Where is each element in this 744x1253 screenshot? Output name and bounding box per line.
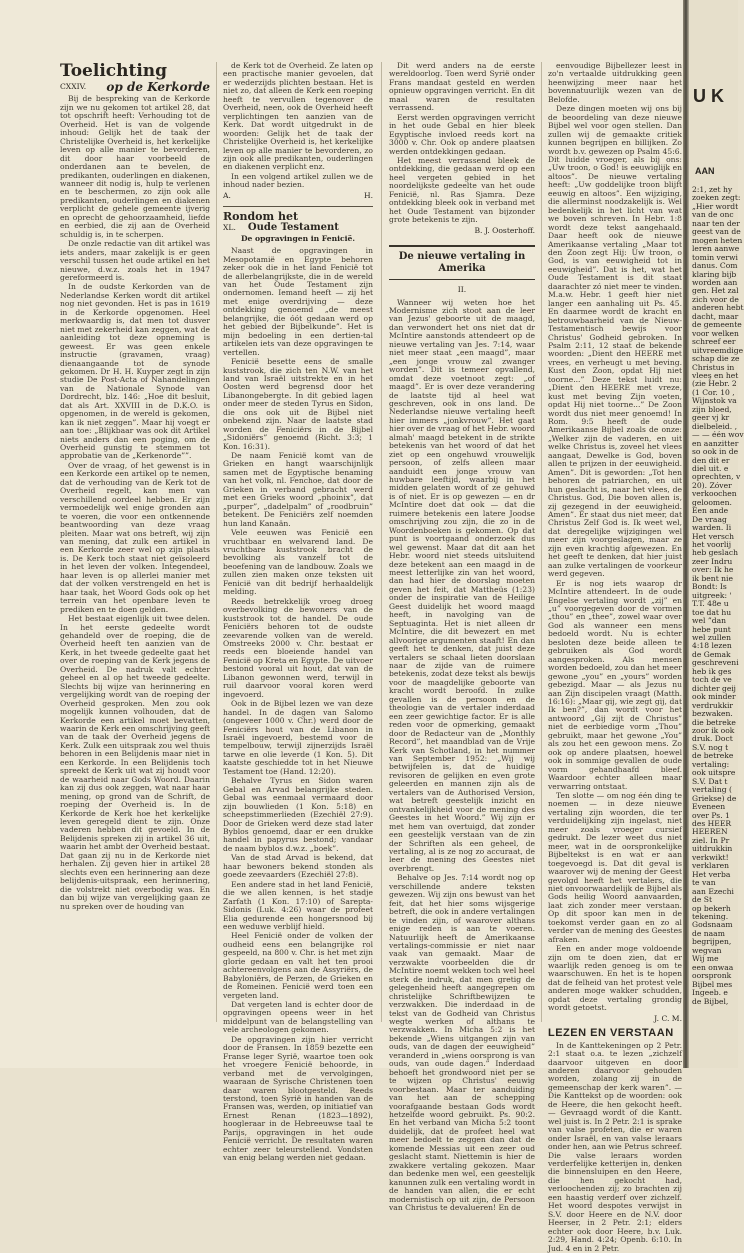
rondom-section-heading: De opgravingen in Fenicië. — [240, 233, 356, 243]
text-line: De vraag — [692, 514, 727, 524]
text-line: de naam — [692, 928, 725, 938]
text-line: Bondt: Is — [692, 582, 727, 592]
text-line: die betreke — [692, 717, 736, 727]
paragraph: Behalve op Jes. 7:14 wordt nog op verschillende andere teksten gewezen. Wij zijn ons bewust van het feit, dat het hier soms wijsgerige betreft, die ook in andere vertalingen te vinden zijn, of waarover althans enige reden is aan te voeren. Natuurlijk heeft de Amerikaanse vertalings-commissie er niet naar vaak van gemaakt. Maar de verzwakte voorbeelden die dr McIntire noemt wekken toch wel heel sterk de indruk, dat men gretig de gelegenheid heeft aangegrepen om christelijke Schriftbewijzen te verzwakken. Die inderdaad in de tekst van de Godheid van Christus wegte werken of althans te verzwakken. In Micha 5:2 is het bekende „Wiens uitgangen zijn van ouds, van de dagen der eeuwigheid” veranderd in „wiens oorsprong is van ouds, van oude dagen.” Inderdaad behoeft het grondwoord niet per se te wijzen op Christus' eeuwig voorbestaan. Maar ter aanduiding van het aan de schepping voorafgaande bestaan Gods wordt hetzelfde woord gebruikt. Ps. 90:2. En het verband van Micha 5:2 toont duidelijk, dat de profeet heel wat meer bedoelt te zeggen dan dat de komende Messias uit een zeer oud geslacht stamt. Niettemin is hier de zwakkere vertaling gekozen. Maar dan bedenke men wel, een geestelijk kanunnen zulk een vertaling wordt in de handen van allen, die er echt modernistisch op uit zijn, de Persoon van Christus te devalueren! En de — [389, 873, 535, 1212]
text-line: (1 Cor. 10 , — [692, 387, 735, 397]
lezen-title: LEZEN EN VERSTAAN — [548, 1027, 674, 1040]
text-line: een onwaa — [692, 962, 734, 972]
paragraph: de Kerk tot de Overheid. Ze laten op een practische manier gevoelen, dat er wederzijds plichten bestaan. Het is niet zo, dat alleen de Kerk een roeping heeft te vervullen tegenover de Overheid, neen, ook de Overheid heeft verplichtingen ten aanzien van de Kerk. Dat wordt uitgedrukt in de woorden: Gelijk het de taak der Christelijke Overheid is, het kerkelijke leven op alle manier te bevorderen, zo zijn ook alle predikanten, ouderlingen en diakenen verplicht enz. — [223, 61, 373, 172]
next-page-edge — [689, 0, 744, 1068]
text-line: verdrukkir — [692, 700, 734, 710]
column-divider — [541, 62, 542, 1022]
column-divider — [216, 62, 217, 1022]
paragraph: Vele eeuwen was Fenicië een vruchtbaar en welvarend land. De vruchtbare kuststrook bracht de bevolking als vanzelf tot de beoefening van de landbouw. Zoals we zullen zien maken onze teksten uit Fenicië van dit bedrijf herhaaldelijk melding. — [223, 528, 373, 597]
paragraph: In een volgend artikel zullen we de inhoud nader bezien. — [223, 171, 373, 190]
signature-row — [223, 192, 373, 200]
text-line: de Bijbel, — [692, 996, 729, 1006]
text-line: klaring bijb — [692, 269, 737, 279]
text-line: naar ten der — [692, 218, 740, 228]
paragraph: Ten slotte — om nog één ding te noemen — in deze nieuwe vertaling zijn woorden, die ter verduidelijking zijn ingelast, niet meer zoals vroeger cursief gedrukt. De lezer weet dus niet meer, wat in de oorspronkelijke Bijbeltekst is en wat er aan toegevoegd is. Dat dit geval is waarover wij de mening der Geest gevolgd heeft het vertalers, die niet onvoorwaardelijk de Bijbel als Gods heilig Woord aanvaarden, laat zich zonder meer verstaan. Op dit spoor kan men in de toekomst verder gaan en zo al verder van de mening des Geestes afraken. — [548, 790, 682, 944]
text-line: ook minder — [692, 692, 736, 702]
text-line: vleeş en het — [692, 370, 739, 380]
paragraph: Het meest verrassend bleek de ontdekking, die gedaan werd op een heel vergeten gebied in het noordelijkste gedeelte van het oude Fenicië, nl. Ras Sjamra. Deze ontdekking bleek ook in verband met het Oude Testament van bijzonder grote betekenis te zijn. — [389, 155, 535, 225]
paragraph: Naast de opgravingen in Mesopotamië en Egypte behoren zeker ook die in het land Fenicië tot de allerbelangrijkste, die in de wereld van het Oude Testament zijn ondernomen. Iemand heeft — zij het met enige overdrijving — deze ontdekking genoemd „de meest belangrijke, die óót gedaan werd op het gebied der Bijbelkunde”. Het is mijn bedoeling in een dertien-tal artikelen iets van deze opgravingen te vertellen. — [223, 246, 373, 357]
section-divider — [223, 206, 373, 207]
text-line: druk. Doct — [692, 734, 733, 744]
vertaling-body — [389, 299, 535, 1213]
text-line: uitvreemdige — [692, 345, 744, 355]
text-line: Het versch — [692, 531, 735, 541]
paragraph: Er is nog iets waarop dr McIntire attendeert. In de oude Engelse vertaling wordt „zij” en „u” voorgegeven door de vormen „thou” en „thee”, zowel waar over God als wanneer een mens bedoeld wordt. Nu is echter besloten deze beide alleen te gebruiken als God wordt aangesproken. Als mensen worden bedoeld, zou dan het meer gewone „you” en „yours” worden gebezigd. Maar — als Jezus nu aan Zijn discipelen vraagt (Matth. 16:16): „Maar gij, wie zegt gij, dat Ik ben?”, dan wordt voor het antwoord „Gij zijt de Christus” niet de eerbiedige vorm „Thou” gebruikt, maar het gewone „You” als zou het een gewoon mens. Zo ook op andere plaatsen, hoewel ook in sommige gevallen de oude vorm gehandhaafd bleef. Waardoor echter alleen maar verwarring ontstaat. — [548, 578, 682, 791]
text-line: de betreke — [692, 751, 734, 761]
paragraph: Fenicië besette eens de smalle kuststrook, die zich ten N.W. van het land van Israël uitstrekte en in het Oosten werd begrensd door het Libanongebergte. In dit gebied lagen onder meer de steden Tyrus en Sidon, die ons ook uit de Bijbel niet onbekend zijn. Naar de laatste stad worden de Feniciërs in de Bijbel „Sidoniërs” genoemd (Richt. 3:3; 1 Kon. 16:31). — [223, 357, 373, 451]
text-line: dichter geĳ — [692, 683, 736, 693]
text-line: vertaling: — [692, 759, 730, 769]
text-line: hebe punt — [692, 624, 731, 634]
paragraph: eenvoudige Bijbellezer leest in zo'n vertaalde uitdrukking geen heenwijzing meer naar het bovennatuurlijk wezen van de Belofde. — [548, 61, 682, 104]
column-three — [389, 61, 535, 1212]
next-page-heading: U K — [693, 86, 724, 106]
text-line: wel zullen — [692, 633, 731, 643]
paragraph: Van de stad Arvad is bekend, dat haar bewoners bekend stonden als goede zeevaarders (Ezechiël 27:8). — [223, 853, 373, 880]
text-line: schreef eer — [692, 337, 736, 347]
paragraph: Reeds betrekkelijk vroeg droeg overbevolking de bewoners van de kuststrook tot de handel. De oude Feniciërs behoren tot de oudste zeevarende volken van de wereld. Omstreeks 2000 v. Chr. bestaat er reeds een bloeiende handel van Fenicië op Kreta en Egypte. De uitvoer bestond vooral uit hout, dat van de Libanon gewonnen werd, terwijl in ruil daarvoor vooral koren werd ingevoerd. — [223, 596, 373, 699]
text-line: danus. Com — [692, 261, 738, 271]
paragraph: Behalve Tyrus en Sidon waren Gebal en Arvad belangrijke steden. Gebal was eenmaal vermaard door zijn bouwlieden (1 Kon. 5:18) en scheepstimmerlieden (Ezechiël 27:9). Door de Grieken werd deze stad later Byblos genoemd, daar er een drukke handel in papyrus bestond; vandaar de naam byblos d.w.z. „boek”. — [223, 776, 373, 853]
vertaling-heading-box — [389, 245, 535, 280]
next-page-text — [692, 185, 744, 1006]
rondom-subtitle: Oude Testament — [247, 222, 339, 234]
text-line: den dit er — [692, 455, 730, 465]
text-line: geloomen. — [692, 497, 732, 507]
text-line: S.V. Dat t — [692, 776, 728, 786]
text-line: op bekerh — [692, 903, 731, 913]
text-line: dacht, maar — [692, 311, 739, 321]
text-line: zijn bloed, — [692, 404, 732, 414]
text-line: S.V. nog t — [692, 742, 729, 752]
text-line: uitgreek: ' — [692, 590, 732, 600]
text-line: geer vj kr — [692, 413, 730, 423]
article-title: Toelichting — [60, 61, 168, 81]
text-line: Een ande — [692, 506, 729, 516]
text-line: — — één wov — [692, 430, 744, 440]
rondom-number: XL. — [223, 223, 236, 233]
text-line: Wij me — [692, 954, 719, 964]
text-line: Christus in — [692, 362, 735, 372]
text-line: van de onc — [692, 210, 734, 220]
text-line: diel uit. e — [692, 463, 729, 473]
text-line: so ook in de — [692, 447, 739, 457]
text-line: uitdrukkin — [692, 844, 733, 854]
column-toelichting — [60, 62, 210, 911]
vertaling-title: De nieuwe vertaling in Amerika — [398, 251, 526, 275]
paragraph: Ook in de Bijbel lezen we van deze handel. In de dagen van Salomo (ongeveer 1000 v. Chr.) werd door de Feniciërs hout van de Libanon in Israël ingevoerd, bestemd voor de tempelbouw, terwijl zijnerzijds Israël tarwe en olie leverde (1 Kon. 5). Dit kaatste geschiedde tot in het Nieuwe Testament toe (Hand. 12:20). — [223, 699, 373, 776]
column-two — [223, 61, 373, 1163]
text-line: toe dat hu — [692, 607, 732, 617]
paragraph: Heel Fenicië onder de volken der oudheid eens een belangrijke rol gespeeld, na 800 v. Chr. is het met zijn glorie gedaan en valt het ten prooi achtereenvolgens aan de Assyriërs, de Babyloniërs, de Perzen, de Grieken en de Romeinen. Fenicië werd toen een vergeten land. — [223, 931, 373, 1000]
text-line: (zie Hebr. 2 — [692, 379, 737, 389]
column-divider — [381, 62, 382, 1022]
paragraph: Wanneer wij weten hoe het Modernisme zich stoot aan de leer van Jezus' geboorte uit de maagd, dan verwondert het ons niet dat dr McIntire aanstonds attendeert op de nieuwe vertaling van Jes. 7:14, waar niet meer staat „een maagd”, maar „een jonge vrouw zal zwanger worden”. Dit is temeer opvallend, omdat deze voetnoot zegt: „of maagd”. Er is over deze verandering de laatste tijd al heel wat geschreven, ook in ons land. De Nederlandse nieuwe vertaling heeft hier immers „jonkvrouw”. Het gaat hier over de vraag of het Hebr. woord almah' maagd betekent in de strikte betekenis van het woord of dat het ziet op een ongehuwd vrouwelijk persoon, of zelfs alleen maar aanduidt een jonge vrouw van huwbare leeftijd, waarbij in het midden gelaten wordt of ze gehuwd is of niet. Er is op gewezen — en dr McIntire doet dat ook — dat die ruimere betekenis een latere Joodse omschrijving zou zijn, die zo in de Woordenboeken is gekomen. Op dat punt is voortgaand onderzoek dus wel gewenst. Maar dat dit aan het Hebr. woord niet steeds uitsluitend deze betekent aan een maagd in de meest letterlijke zin van het woord, dan had hier de doorslag moeten geven het feit, dat Mattheüs (1:23) onder de inspiratie van de Heilige Geest duidelijk het woord maagd heeft, in navolging van de Septuaginta. Het is niet alleen dr McIntire, die dit bewezert en met allvoorige argumenten staaft! En dan geeft het te denken, dat juist deze vertalers se schaal lieten doorslaan naar de zijde van de ruimere betekenis, zodat deze tekst als bewijs voor de maagdelijke geboorte van kracht wordt beroofd. In zulke gevallen is de persoon en de theologie van de vertaler inderdaad een zeer gewichtige factor. Er is alle reden voor de opmerking, gemaakt door de Redacteur van de „Monthly Record”, het maandblad van de Vrije Kerk van Schotland, in het nummer van September 1952: „Wij wij betwijfelen is, dat de huidige revisoren de gelijken en even grote geleerden en mannen zijn als de vertalers van de Authorised Version, wat betreft geestelijk inzicht en ontvankelijkheid voor de mening des Geestes in het Woord.” Wij zijn er met hem van overtuigd, dat zonder een geestelijk verstaan van de zin der Schriften als een geheel, de vertaling, al is ze nog zo accuraat, de leer de mening des Geestes niet overbrengt. — [389, 297, 535, 873]
text-line: leren aanwe — [692, 244, 740, 254]
text-line: 4:18 lezen — [692, 641, 732, 651]
lezen-body — [548, 1042, 682, 1253]
text-line: T.T. 48e u — [692, 599, 729, 609]
text-line: vertaling ( — [692, 785, 732, 795]
text-line: tomin verwi — [692, 252, 738, 262]
text-line: verkoochen — [692, 489, 737, 499]
text-line: worden aan — [692, 277, 738, 287]
vertaling-continued — [548, 62, 682, 1013]
text-line: verkwikt! — [692, 852, 729, 862]
text-line: anderen hebt — [692, 303, 744, 313]
paragraph: De naam Fenicië komt van de Grieken en hangt waarschijnlijk samen met de Egyptische benaming van het volk, nl. Fenchoe, dat door de Grieken in verband gebracht werd met een Grieks woord „phoinix”, dat „purper”, „dadelpalm” of „roodbruin” betekent. De Feniciërs zelf noemden hun land Kanaän. — [223, 451, 373, 528]
text-line: ziel. In Pr — [692, 835, 730, 845]
paragraph: Een en ander moge voldoende zijn om te doen zien, dat er waarlijk reden genoeg is om te waarschuwen. En het is te hopen dat de felheid van het protest vele anderen moge wakker schudden, opdat deze vertaling grondig wordt getoetst. — [548, 944, 682, 1013]
text-line: het voorlij — [692, 540, 732, 550]
paragraph: Dat vergeten land is echter door de opgravingen opeens weer in het middelpunt van de belangstelling van vele archeologen gekomen. — [223, 1000, 373, 1035]
toelichting-body — [60, 95, 210, 911]
text-line: zich voor de — [692, 294, 739, 304]
text-line: heb ik ges — [692, 666, 732, 676]
text-line: over Ps. 1 — [692, 810, 730, 820]
rondom-continued — [389, 62, 535, 225]
vertaling-part-number: II. — [457, 285, 467, 295]
text-line: begrijpen, — [692, 937, 732, 947]
rondom-title: Rondom het — [223, 210, 299, 224]
text-line: de Gemak — [692, 649, 731, 659]
text-line: Eveneen — [692, 802, 726, 812]
paragraph: In de Kanttekeningen op 2 Petr. 2:1 staat o.a. te lezen „zichzelf daarvoor uitgeven en door anderen daarvoor gehouden worden, zolang zij in de gemeenschap der kerk waren”. — Die Kanttekst op de woorden: ook de Heere, die hen gekocht heeft. — Gevraagd wordt of die Kantt. wel juist is. In 2 Petr. 2:1 is sprake van valse profeten, die er waren onder Israël, en van valse leraars onder hen, aan wie Petrus schreef. Die valse leraars worden verderfelijke ketterijen in, denken die binnensluipen en den Heere, die hen gekocht had, verloochenden zij; zo brachten zij een haastig verderf over zichzelf. Het woord despotes verwijst in S.V. door Heere en de N.V. door Heerser, in 2 Petr. 2:1; elders echter ook door Heere, b.v. Luk. 2:29, Hand. 4:24; Openb. 6:10. In Jud. 4 en in 2 Petr. — [548, 1040, 682, 1253]
text-line: schap die ze — [692, 354, 740, 364]
toelichting-continued — [223, 62, 373, 190]
paragraph: Een andere stad in het land Fenicië, die we allen kennen, is het stadje Zarfath (1 Kon. 17:10) of Sarepta-Sidonis (Luk. 4:26) waar de profeet Elia gedurende een hongersnood bij een weduwe verblijf hield. — [223, 879, 373, 931]
text-line: oorspronk — [692, 971, 732, 981]
rondom-subtitle-row — [223, 224, 373, 232]
text-line: te van — [692, 878, 716, 888]
text-line: gen. Het zal — [692, 286, 739, 296]
text-line: geschreveni — [692, 658, 739, 668]
next-page-subheading: AAN — [695, 166, 715, 176]
oosterhoff-signature: B. J. Oosterhoff. — [474, 225, 535, 235]
text-line: ook uitspre — [692, 768, 736, 778]
paragraph: Eerst werden opgravingen verricht in het oude Gebal en hier bleek Egyptische invloed reeds kort na 3000 v. Chr. Ook op andere plaatsen werden ontdekkingen gedaan. — [389, 112, 535, 156]
text-line: toch de ve — [692, 675, 732, 685]
text-line: heb geslach — [692, 548, 739, 558]
text-line: voor welken — [692, 328, 739, 338]
text-line: oprechten, v — [692, 472, 741, 482]
text-line: des HEER — [692, 818, 732, 828]
article-subtitle-row — [60, 80, 210, 94]
paragraph: Deze dingen moeten wij ons bij de beoordeling van deze nieuwe Bijbel wel voor ogen stellen. Dan zullen wij de gemaakte critiek kunnen begrijpen en billijken. Zo wordt b.v. gewezen op Psalm 45:6. Dit luidde vroeger, als bij ons: „Uw troon, o God! is eeuwiglijk en altoos”. De nieuwe vertaling heeft: „Uw goddelijke troon blijft eeuwig en altoos”. Een wijziging, die allerminst noodzakelijk is. Wel bedenkelijk in het licht van wat we boven schreven. In Hebr. 1:8 wordt deze tekst aangehaald. Daar heeft ook de nieuwe Amerikaanse vertaling „Maar tot den Zoon zegt Hij: Uw troon, o God, is van eeuwigheid tot in eeuwigheid”. Dat is het, wat het Oude Testament is dit staat daarachter zó niet meer te vinden. M.a.w. Hebr. 1 geeft hier niet langer een aanhaling uit Ps. 45. En daarmee wordt de kracht en betrouwbaarheid van de Nieuw-Testamentisch bewijs voor Christus' Godheid gebroken. In Psalm 2:11, 12 staat de bekende woorden: „Dient den HEERE met vrees, en verheugt u met beving. Kust den Zoon, opdat Hij niet toorne...” Deze tekst luidt nu: „Dient den HEERE met vreze, kust met beving Zijn voeten, opdat Hij niet toorne...” De Zoon wordt dus niet meer genoemd! In Rom. 9:5 heeft de oude Amerikaanse Bijbel zoals de onze: „Welker zijn de vaderen, en uit welke Christus is, zoveel het vlees aangaat, Dewelke is God, boven allen te prijzen in der eeuwigheid. Amen”. Dit is geworden: „Tot hen behoren de patriarchen, en uit hun geslacht is, naar het vlees, de Christus. God, Die boven allen is, zij gezegend in der eeuwigheid. Amen”. Er staat dus niet meer, dat Christus Zelf God is. Ik weet wel, dat deregelijke wijzigingen wel meer zijn voorgeslagen, maar ze zijn even krachtig afgewezen. En het geeft te denken, dat hier juist aan zulke vertalingen de voorkeur werd gegeven. — [548, 104, 682, 579]
text-line: Bijbel mes — [692, 979, 733, 989]
text-line: 2:1, zet hy — [692, 185, 733, 194]
text-line: over: Ik he — [692, 565, 734, 575]
text-line: zoeken zegt: — [692, 193, 741, 203]
text-line: HEEREN — [692, 827, 728, 837]
text-line: zeer Indru — [692, 556, 733, 566]
paragraph: Bij de bespreking van de Kerkorde zijn we nu gekomen tot artikel 28, dat tot opschrift heeft: Verhouding tot de Overheid. Het is van de volgende inhoud: Gelijk het de taak der Christelijke Overheid is, het kerkelijke leven op alle manier te bevorderen, dit door haar voorbeeld de onderdanen aan te bevelen, de predikanten, ouderlingen en diakenen, wanneer dit nodig is, hulp te verlenen en te beschermen, zo zijn ook alle predikanten, ouderlingen en diakenen verplicht de gehele gemeente ijverig en oprecht de gehoorzaamheid, liefde en eerbied, die zij aan de Overheid schuldig is, in te scherpen. — [60, 94, 210, 239]
paragraph: Dit werd anders na de eerste wereldoorlog. Toen werd Syrië onder Frans mandaat gesteld en werden opnieuw opgravingen verricht. En dit maal waren de resultaten verrassend. — [389, 61, 535, 113]
article-number: CXXIV. — [60, 82, 87, 91]
text-line: „Hier wordt — [692, 201, 739, 211]
text-line: Ingeeb. e — [692, 988, 728, 998]
text-line: en aanzitter — [692, 438, 739, 448]
text-line: zoor ik ook — [692, 726, 735, 735]
text-line: ik bent nie — [692, 573, 733, 583]
text-line: warden. Ii — [692, 523, 732, 533]
rondom-body — [223, 247, 373, 1162]
paragraph: In de oudste Kerkorden van de Nederlandse Kerken wordt dit artikel nog niet gevonden. Het is pas in 1619 in de Kerkorde opgenomen. Heel merkwaardig is, dat men tot dusver niet met zekerheid kan zeggen, wat de aanleiding tot deze opneming is geweest. Er was geen enkele instructie (gravamen, vraag) dienaangaande tot de synode gekomen. Dr H. H. Kuyper zegt in zijn studie De Post-Acta of Nahandelingen van de Nationale Synode van Dordrecht, blz. 146: „Hoe dit besluit, dat als Art. XXVIII in de D.K.O. is opgenomen, in de wereld is gekomen, kan ik niet zeggen”. Maar hij voegt er aan toe: „Blijkbaar was ook dit Artikel niets anders dan een poging, om de Overheid gunstig te stemmen tot approbatie van de „Kerkenorde””. — [60, 282, 210, 461]
signature-left: A. — [223, 190, 231, 200]
text-line: aan Ezechi — [692, 886, 734, 896]
paragraph: De onzle redactie van dit artikel was iets anders, maar zakelijk is er geen verschil tussen het oude artikel en het nieuwe, d.w.z. zoals het in 1947 gereformeerd is. — [60, 239, 210, 282]
text-line: Wijnstok va — [692, 396, 737, 406]
text-line: verklaren — [692, 861, 729, 871]
signature-right: H. — [363, 190, 373, 200]
text-line: bezwaken. — [692, 709, 733, 719]
text-line: wegvan — [692, 945, 722, 955]
text-line: geest van de — [692, 227, 741, 237]
text-line: Het verba — [692, 869, 731, 879]
paragraph: Over de vraag, of het gewenst is in een Kerkorde een artikel op te nemen, dat de verhouding van de Kerk tot de Overheid regelt, kan men van verschillend oordeel hebben. Er zijn vermoedelijk wel enige gronden aan te voeren, die voor een ontkennende beantwoording van deze vraag pleiten. Maar wat ons betreft, wij zijn van mening, dat zulk een artikel in een Kerkorde zeer wel op zijn plaats is. De Kerk toch staat niet geïsoleerd in het leven der volken. Integendeel, haar leven is op allerlei manier met dat der volken verstrengeld en het is haar taak, het Woord Gods ook op het terrein van het openbare leven te prediken en te doen gelden. — [60, 460, 210, 614]
text-line: 20). Zóver — [692, 480, 732, 490]
jcm-signature: J. C. M. — [654, 1013, 682, 1023]
article-subtitle: op de Kerkorde — [106, 80, 210, 94]
text-line: Griekse) de — [692, 793, 737, 803]
text-line: wel ”dan — [692, 616, 726, 626]
paragraph: Het bestaat eigenlijk uit twee delen. In het eerste gedeelte wordt gehandeld over de roeping, die de Overheid heeft ten aanzien van de Kerk, in het tweede gedeelte gaat het over de roeping van de Kerk jegens de Overheid. De nadruk valt echter geheel en al op het tweede gedeelte. Slechts bij wijze van herinnering en vergelijking wordt van de roeping der Overheid gesproken. Men zou ook mogelijk kunnen volhouden, dat de Kerkorde een artikel moet bevatten, waarin de Kerk een omschrijving geeft van de taak der Overheid jegens de Kerk. Zulk een uitspraak zou wel thuis behoren in een Belijdenis maar niet in een Kerkorde. In een Belijdenis toch spreekt de Kerk uit wat zij houdt voor de waarheid naar Gods Woord. Daarin kan zij dus ook zeggen, wat naar haar mening, op grond van de Schrift, de roeping der Overheid is. In de Kerkorde de Kerk hoe het kerkelijke leven geregeld dient te zijn. Onze vaderen hebben dit gevoeld. In de Belijdenis spreken zij in artikel 36 uit, waarin het ambt der Overheid bestaat. Dat gaan zij nu in de Kerkorde niet herhalen. Zij geven hier in artikel 28 slechts even een herinnering aan deze belijdenis-uitspraak, een herinnering, die volstrekt niet overbodig was. En dan bij wijze van vergelijking gaan ze nu spreken over de houding van — [60, 614, 210, 911]
text-line: Godsnaam — [692, 920, 733, 930]
paragraph: De opgravingen zijn hier verricht door de Fransen. In 1859 bezette een Franse leger Syrië, waartoe toen ook het vroegere Fenicië behoorde, in verband met de vervolgingen, waaraan de Syrische Christenen toen daar waren blootgesteld. Reeds terstond, toen Syrië in handen van de Fransen was, werden, op initiatief van Ernest Renan (1823—1892), hoogleraar in de Hebreeuwse taal te Parijs, opgravingen in het oude Fenicië verricht. De resultaten waren echter zeer teleurstellend. Vondsten van enig belang werden niet gedaan. — [223, 1034, 373, 1163]
text-line: de gemeente — [692, 320, 742, 330]
text-line: dielbeleid. , — [692, 421, 738, 431]
column-four — [548, 61, 682, 1253]
text-line: mogen heten — [692, 235, 743, 245]
text-line: de St — [692, 895, 713, 905]
text-line: tekening. — [692, 911, 729, 921]
